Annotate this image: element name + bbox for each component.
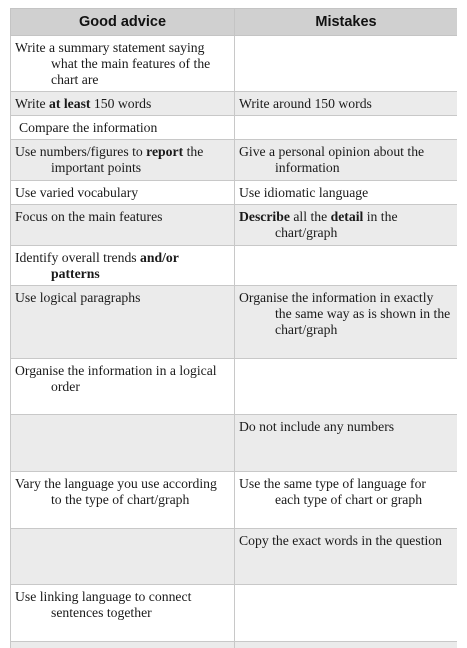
mistake-text <box>239 144 453 176</box>
good-advice-cell <box>11 359 235 415</box>
good-advice-cell <box>11 116 235 140</box>
text-run: Use numbers/figures to <box>15 144 147 159</box>
mistake-text <box>239 533 453 549</box>
text-run: Compare the information <box>19 120 158 135</box>
emphasis-text: Describe <box>239 209 290 224</box>
text-run: Use the same type of language for each type of chart or graph <box>239 476 426 507</box>
text-run: all the <box>289 209 331 224</box>
good-advice-cell <box>11 140 235 181</box>
advice-table-page <box>10 8 457 648</box>
text-run: Give a personal opinion about the information <box>239 144 425 175</box>
mistakes-header: Mistakes <box>235 9 458 36</box>
mistake-text <box>239 290 453 337</box>
text-run: Use idiomatic language <box>239 185 369 200</box>
table-header-row <box>11 9 458 36</box>
table-row <box>11 246 458 286</box>
text-run: Use varied vocabulary <box>15 185 139 200</box>
advice-table <box>10 8 457 648</box>
mistake-cell <box>235 140 458 181</box>
mistake-text <box>239 476 453 508</box>
text-run: Use logical paragraphs <box>15 290 141 305</box>
text-run: Do not include any numbers <box>239 419 395 434</box>
good-advice-text <box>15 589 230 621</box>
mistake-cell <box>235 116 458 140</box>
mistake-cell <box>235 585 458 642</box>
mistake-cell <box>235 205 458 246</box>
table-row <box>11 92 458 116</box>
mistake-cell <box>235 472 458 529</box>
emphasis-text: at least <box>49 96 91 111</box>
emphasis-text: report <box>146 144 184 159</box>
table-row <box>11 529 458 585</box>
good-advice-cell <box>11 415 235 472</box>
good-advice-text <box>15 250 230 282</box>
table-row <box>11 472 458 529</box>
good-advice-text <box>15 120 230 136</box>
good-advice-text <box>15 476 230 508</box>
mistake-cell <box>235 246 458 286</box>
text-run: Vary the language you use according to the type of chart/graph <box>15 476 217 507</box>
good-advice-cell <box>11 246 235 286</box>
mistake-cell <box>235 359 458 415</box>
good-advice-cell <box>11 472 235 529</box>
mistake-cell <box>235 529 458 585</box>
text-run: Organise the information in a logical order <box>15 363 217 394</box>
good-advice-text <box>15 96 230 112</box>
good-advice-cell <box>11 92 235 116</box>
text-run: in the chart/graph <box>275 209 398 240</box>
text-run: Write around 150 words <box>239 96 372 111</box>
text-run: Organise the information in exactly the same way as is shown in the chart/graph <box>239 290 451 337</box>
mistake-text <box>239 185 453 201</box>
table-body <box>11 36 458 648</box>
table-row <box>11 205 458 246</box>
good-advice-header: Good advice <box>11 9 235 36</box>
mistake-cell <box>235 181 458 205</box>
good-advice-text <box>15 209 230 225</box>
mistake-text <box>239 96 453 112</box>
text-run: Write a summary statement saying what the main features of the chart are <box>15 40 211 87</box>
emphasis-text: detail <box>330 209 364 224</box>
text-run: Focus on the main features <box>15 209 163 224</box>
text-run: Copy the exact words in the question <box>239 533 442 548</box>
emphasis-text: and/or patterns <box>51 250 179 281</box>
table-row <box>11 585 458 642</box>
good-advice-cell <box>11 642 235 648</box>
table-row <box>11 140 458 181</box>
table-row <box>11 181 458 205</box>
good-advice-cell <box>11 529 235 585</box>
text-run: 150 words <box>90 96 152 111</box>
good-advice-text <box>15 185 230 201</box>
mistake-cell <box>235 415 458 472</box>
good-advice-cell <box>11 181 235 205</box>
mistake-text <box>239 419 453 435</box>
text-run: Use linking language to connect sentences together <box>15 589 192 620</box>
table-row <box>11 415 458 472</box>
mistake-text <box>239 209 453 241</box>
text-run: Identify overall trends <box>15 250 141 265</box>
table-row <box>11 359 458 415</box>
table-row <box>11 36 458 92</box>
good-advice-cell <box>11 585 235 642</box>
good-advice-text <box>15 40 230 87</box>
good-advice-text <box>15 144 230 176</box>
good-advice-text <box>15 363 230 395</box>
table-row <box>11 116 458 140</box>
good-advice-cell <box>11 36 235 92</box>
text-run: the important points <box>51 144 204 175</box>
table-row <box>11 286 458 359</box>
mistake-cell <box>235 92 458 116</box>
mistake-cell <box>235 642 458 648</box>
text-run: Write <box>15 96 50 111</box>
good-advice-text <box>15 290 230 306</box>
good-advice-cell <box>11 286 235 359</box>
mistake-cell <box>235 36 458 92</box>
mistake-cell <box>235 286 458 359</box>
table-row <box>11 642 458 648</box>
good-advice-cell <box>11 205 235 246</box>
